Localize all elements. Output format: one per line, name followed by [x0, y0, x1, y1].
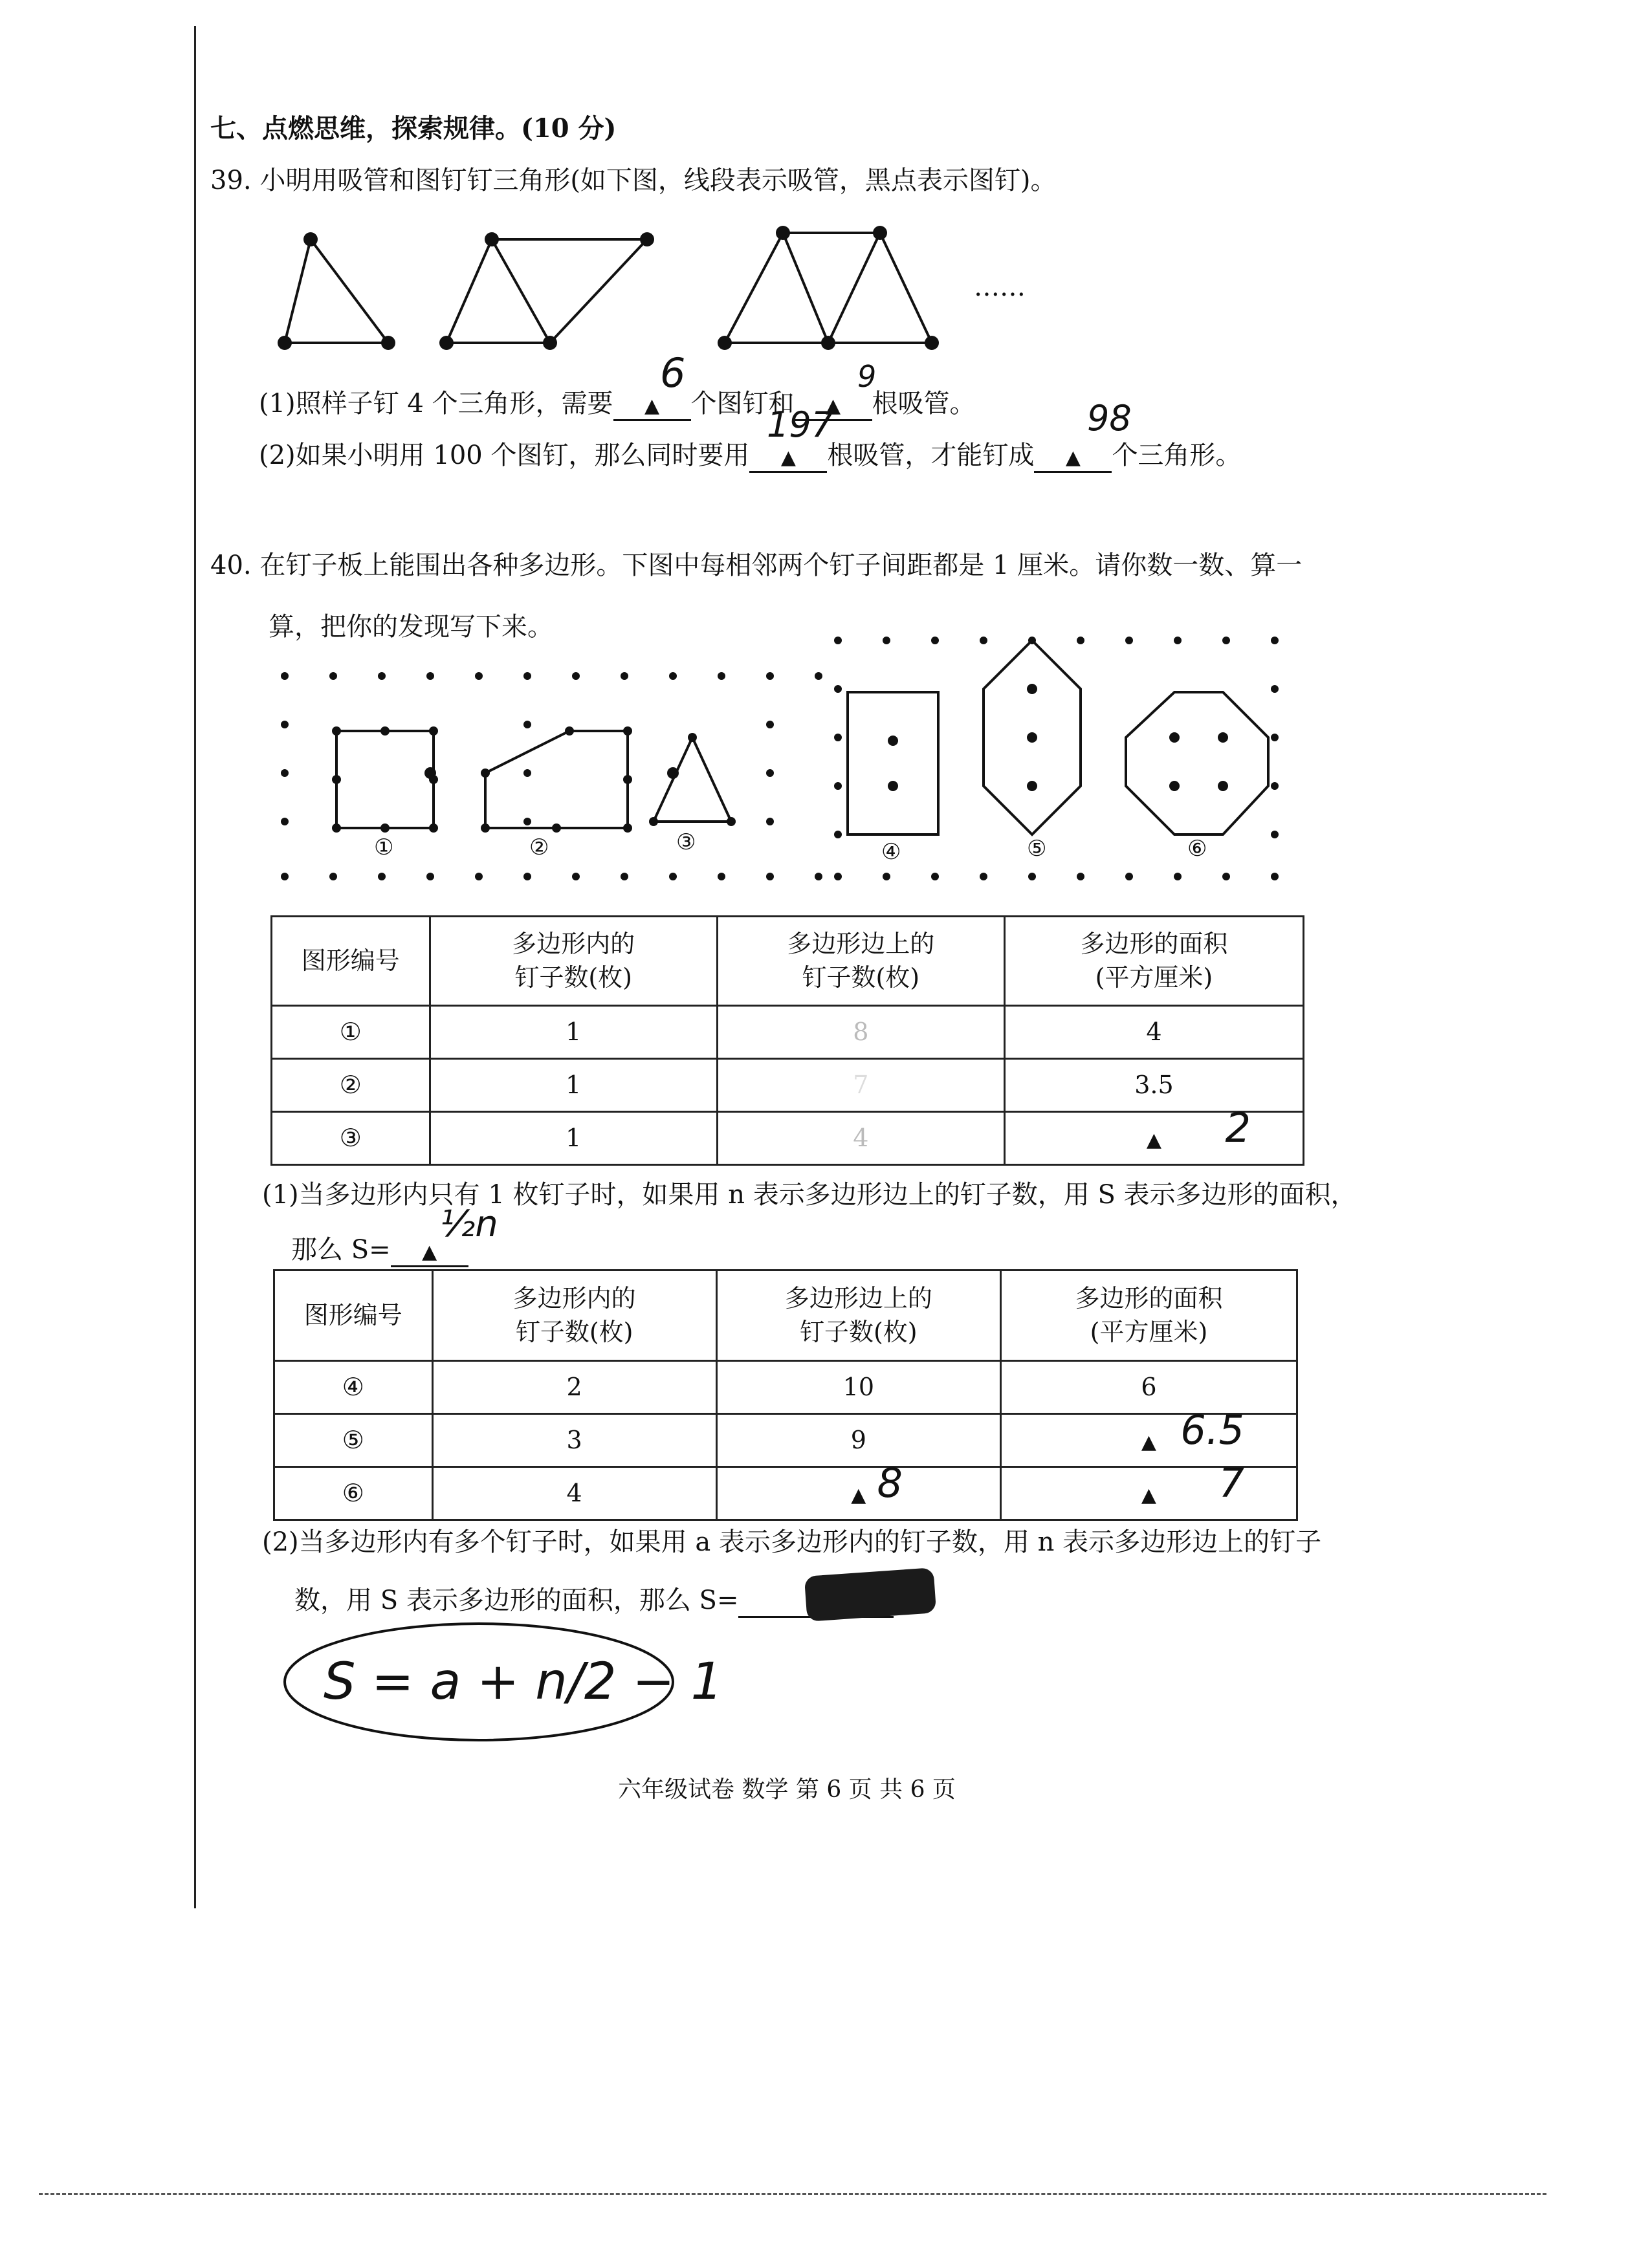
blank-marker: ▲ — [1141, 1483, 1156, 1507]
cell-figure-id: ⑤ — [274, 1414, 433, 1467]
blank-marker: ▲ — [422, 1241, 437, 1263]
figure-label-2: ② — [529, 834, 549, 860]
table-row — [272, 1006, 1304, 1059]
header-area-line2: (平方厘米) — [1095, 963, 1213, 992]
cell-inner: 2 — [432, 1361, 716, 1414]
q39-part2-text-c: 个三角形。 — [1112, 441, 1242, 470]
cell-figure-id: ③ — [272, 1112, 430, 1165]
cell-inner: 1 — [430, 1006, 717, 1059]
q40-part1-hw-answer: ½n — [440, 1203, 498, 1245]
q40-part2-prefix: 数，用 S 表示多边形的面积，那么 S= — [294, 1586, 739, 1615]
cell-edge: 9 — [716, 1414, 1000, 1467]
header-inner-nails — [432, 1270, 716, 1361]
cell-inner: 4 — [432, 1467, 716, 1520]
q39-hw-answer-4: 98 — [1087, 398, 1132, 439]
table-row — [272, 1059, 1304, 1112]
header-edge-line1: 多边形边上的 — [784, 1284, 932, 1313]
q39-hw-answer-1: 6 — [660, 349, 686, 397]
margin-line — [194, 26, 196, 1908]
cell-inner: 3 — [432, 1414, 716, 1467]
figure-label-6: ⑥ — [1187, 836, 1207, 862]
cell-inner: 1 — [430, 1059, 717, 1112]
table-2-header — [274, 1270, 1297, 1361]
q39-part1-text-b: 个图钉和 — [690, 389, 795, 419]
cell-edge: 4 — [717, 1112, 1004, 1165]
blank-marker: ▲ — [1146, 1128, 1161, 1151]
cell-edge: 8 — [717, 1006, 1004, 1059]
q40-part2-text: (2)当多边形内有多个钉子时，如果用 a 表示多边形内的钉子数，用 n 表示多边形边上的钉子 — [262, 1527, 1322, 1557]
cell-area: 6 — [1000, 1361, 1297, 1414]
table-1-hw-answer: 2 — [1225, 1104, 1251, 1151]
header-area — [1004, 917, 1303, 1006]
q39-hw-answer-2: 9 — [857, 359, 877, 394]
nail-board-left — [285, 676, 867, 889]
blank-marker: ▲ — [851, 1483, 866, 1507]
q40-part2-answer-line — [294, 1585, 894, 1618]
section-title: 七、点燃思维，探索规律。(10 分) — [210, 113, 617, 144]
figure-label-1: ① — [374, 834, 394, 860]
q40-part1-text: (1)当多边形内只有 1 枚钉子时，如果用 n 表示多边形边上的钉子数，用 S 表示多边形的面积， — [262, 1180, 1357, 1210]
header-edge-nails — [716, 1270, 1000, 1361]
header-edge-line1: 多边形边上的 — [787, 930, 935, 959]
figure-label-3: ③ — [676, 829, 696, 855]
header-figure-id: 图形编号 — [274, 1270, 433, 1361]
q39-part2 — [259, 440, 1241, 473]
cell-figure-id: ① — [272, 1006, 430, 1059]
header-inner-nails — [430, 917, 717, 1006]
cell-edge: 10 — [716, 1361, 1000, 1414]
cell-edge-answer — [716, 1459, 1000, 1520]
table-row — [274, 1361, 1297, 1414]
q39-part2-text-a: (2)如果小明用 100 个图钉，那么同时要用 — [259, 441, 750, 470]
table-2-hw-answer-5: 6.5 — [1180, 1406, 1244, 1454]
q39-ellipsis: …… — [974, 272, 1026, 302]
table-1-header — [272, 917, 1304, 1006]
cut-line — [39, 2193, 1546, 2196]
table-2 — [273, 1269, 1298, 1521]
cell-area: 3.5 — [1004, 1059, 1303, 1112]
header-area-line1: 多边形的面积 — [1075, 1284, 1223, 1313]
cell-figure-id: ② — [272, 1059, 430, 1112]
cell-figure-id: ⑥ — [274, 1467, 433, 1520]
figure-label-4: ④ — [881, 839, 901, 865]
cell-area-answer — [1000, 1459, 1297, 1520]
q39-part2-blank2 — [1034, 440, 1112, 473]
header-area-line2: (平方厘米) — [1090, 1317, 1208, 1346]
header-area-line1: 多边形的面积 — [1080, 930, 1228, 959]
header-edge-nails — [717, 917, 1004, 1006]
header-inner-line1: 多边形内的 — [512, 930, 635, 959]
cell-figure-id: ④ — [274, 1361, 433, 1414]
header-inner-line1: 多边形内的 — [512, 1284, 636, 1313]
q40-stem-line1: 40. 在钉子板上能围出各种多边形。下图中每相邻两个钉子间距都是 1 厘米。请你数一数、算一 — [210, 551, 1303, 580]
blank-marker: ▲ — [1141, 1430, 1156, 1454]
table-row — [274, 1467, 1297, 1520]
q40-part2-hw-answer: S = a + n/2 − 1 — [324, 1653, 723, 1711]
cell-area-answer — [1000, 1406, 1297, 1467]
blank-marker: ▲ — [826, 395, 841, 417]
blank-marker: ▲ — [644, 395, 660, 417]
header-edge-line2: 钉子数(枚) — [802, 963, 920, 992]
triangle-figures — [285, 220, 1061, 362]
blank-marker: ▲ — [1065, 446, 1081, 469]
blank-marker: ▲ — [780, 446, 796, 469]
scribble-mark — [804, 1567, 936, 1622]
header-area — [1000, 1270, 1297, 1361]
q39-part2-text-b: 根吸管，才能钉成 — [827, 441, 1035, 470]
q39-hw-answer-3: 197 — [767, 404, 834, 445]
cell-inner: 1 — [430, 1112, 717, 1165]
figure-label-5: ⑤ — [1027, 836, 1047, 862]
cell-edge: 7 — [717, 1059, 1004, 1112]
page-footer: 六年级试卷 数学 第 6 页 共 6 页 — [618, 1776, 956, 1803]
table-2-hw-answer-6b: 7 — [1218, 1459, 1244, 1507]
table-row — [274, 1414, 1297, 1467]
q40-part1-prefix: 那么 S= — [291, 1235, 391, 1265]
cell-area-answer — [1004, 1104, 1303, 1165]
header-edge-line2: 钉子数(枚) — [799, 1317, 918, 1346]
header-figure-id: 图形编号 — [272, 917, 430, 1006]
q39-stem: 39. 小明用吸管和图钉钉三角形(如下图，线段表示吸管，黑点表示图钉)。 — [210, 166, 1057, 195]
table-row — [272, 1112, 1304, 1165]
header-inner-line2: 钉子数(枚) — [514, 963, 632, 992]
q39-part1-text-c: 根吸管。 — [872, 389, 976, 419]
nail-board-right — [838, 640, 1317, 880]
table-1 — [270, 915, 1304, 1166]
q39-part1-text-a: (1)照样子钉 4 个三角形，需要 — [259, 389, 613, 419]
table-2-hw-answer-6a: 8 — [877, 1459, 903, 1507]
cell-area: 4 — [1004, 1006, 1303, 1059]
q40-stem-line2: 算，把你的发现写下来。 — [269, 612, 553, 642]
header-inner-line2: 钉子数(枚) — [515, 1317, 633, 1346]
